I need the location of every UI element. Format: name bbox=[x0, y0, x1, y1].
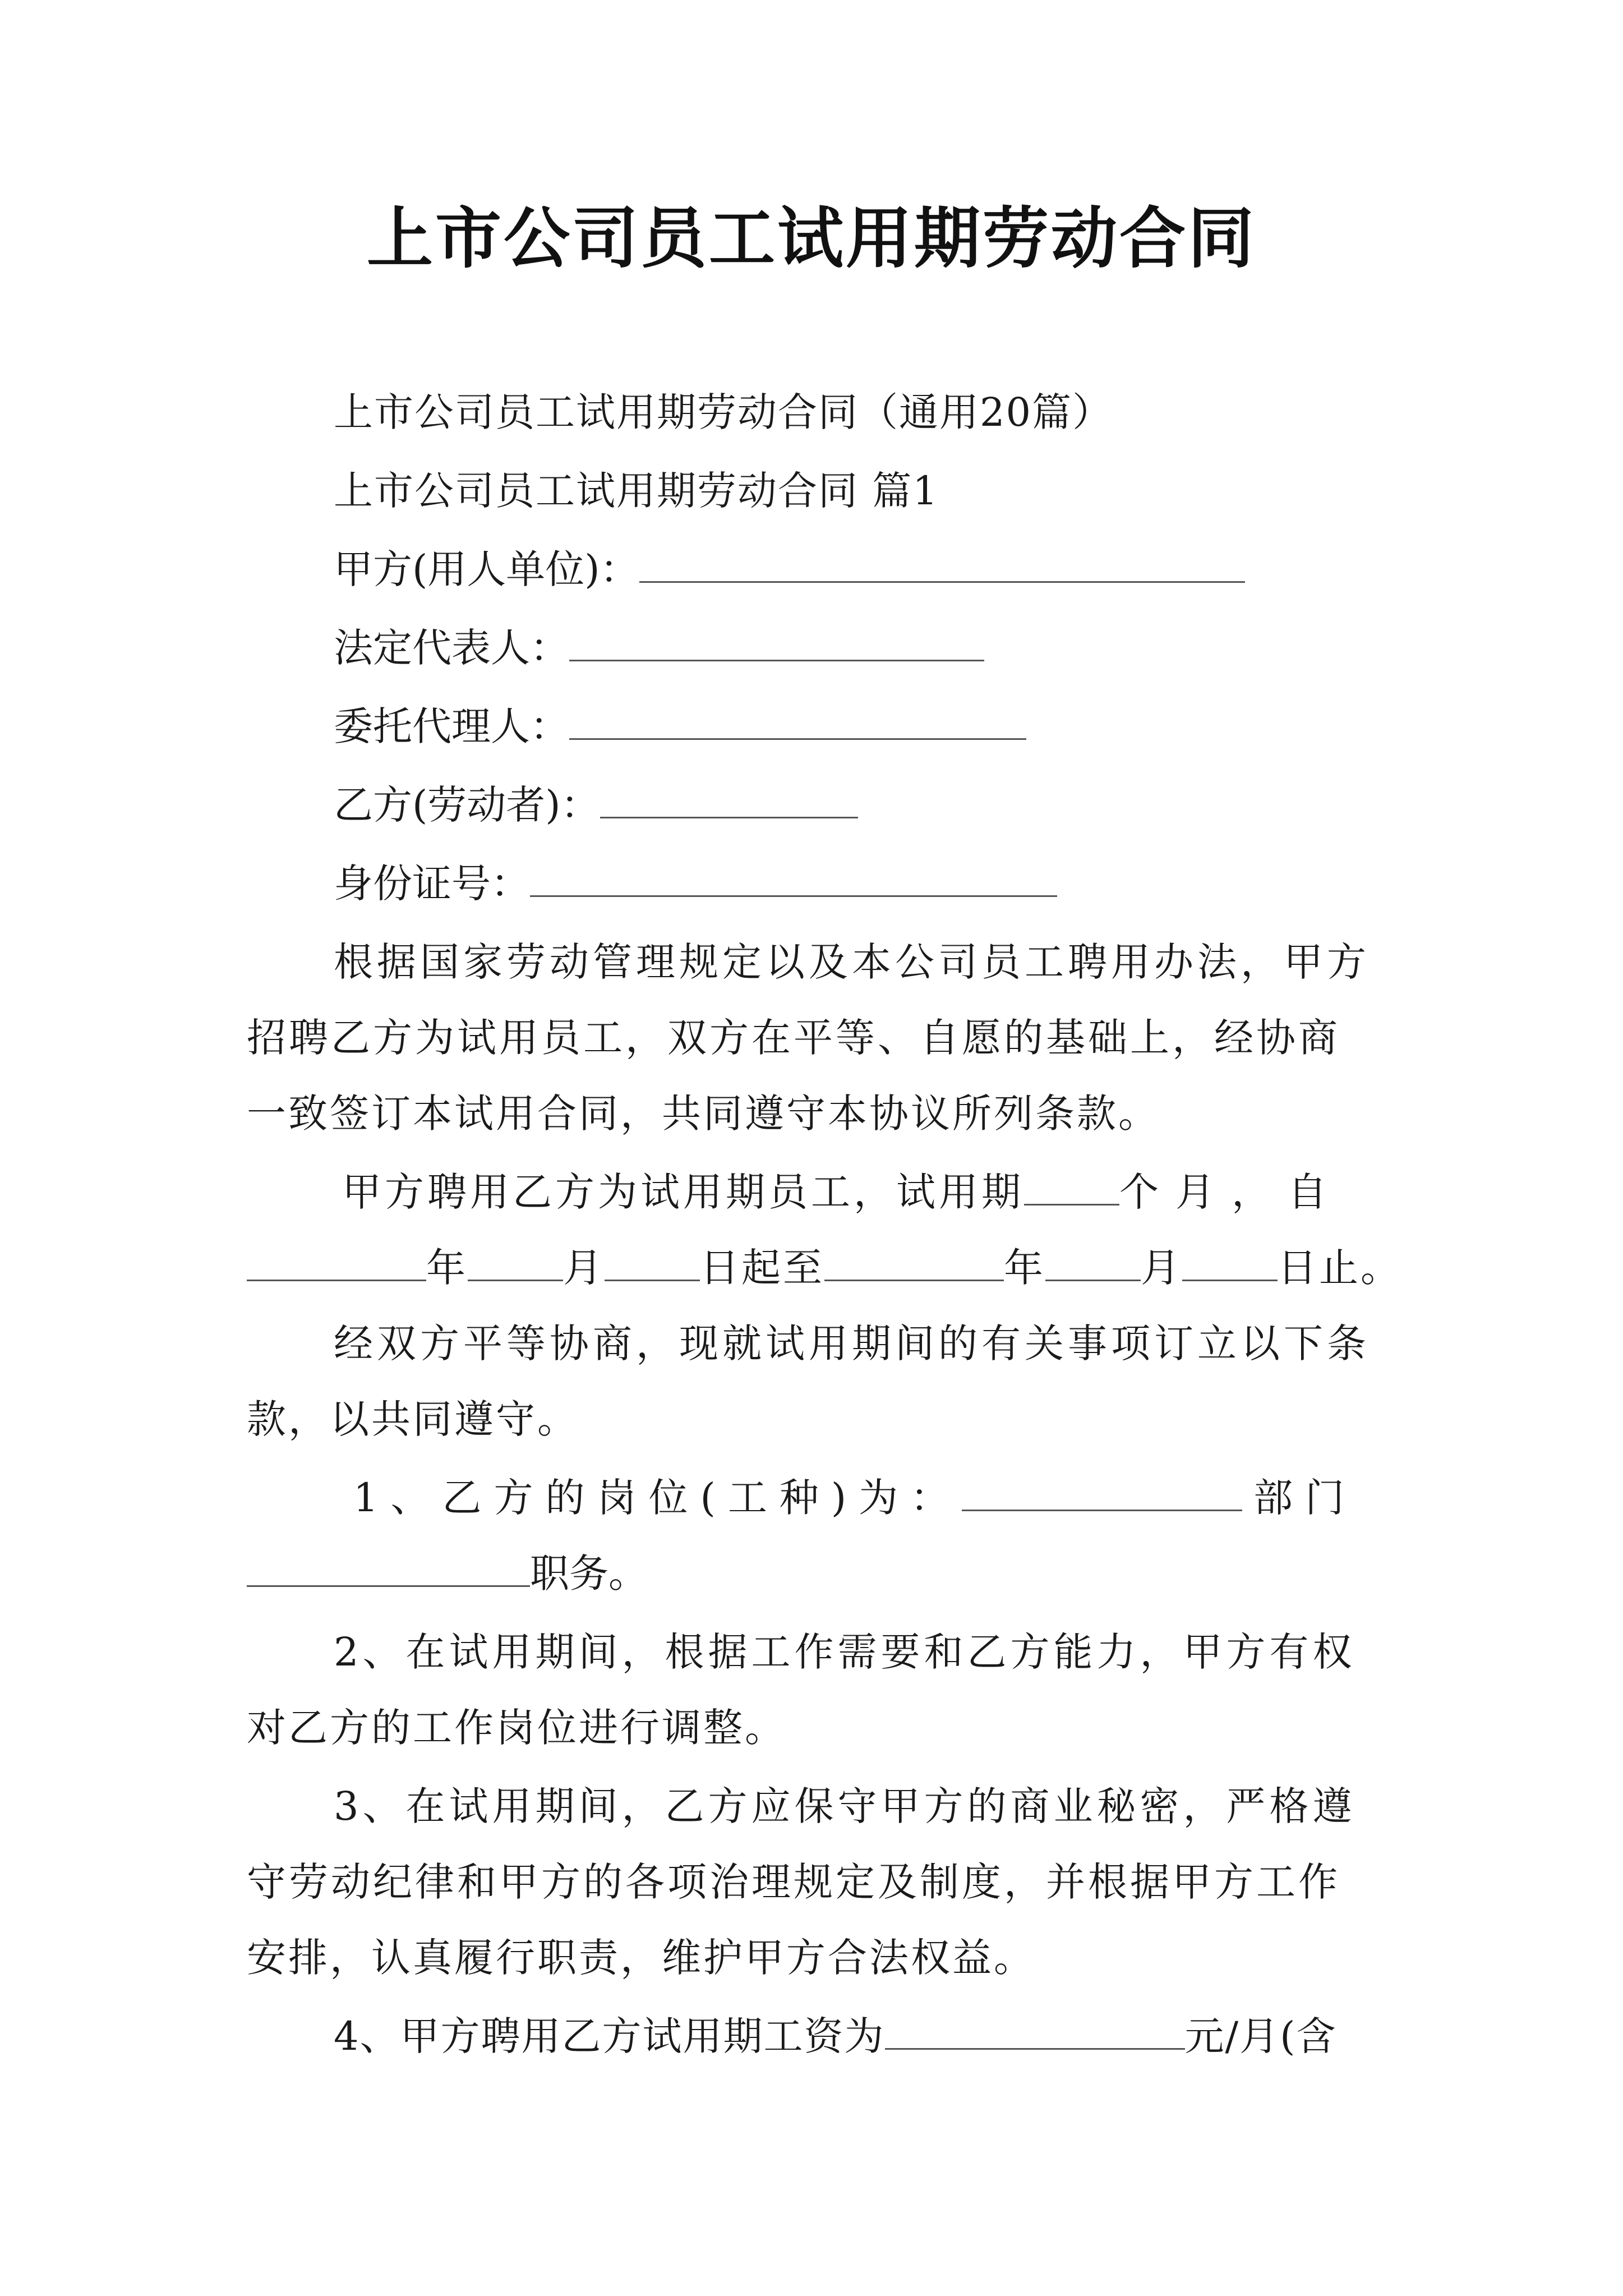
end-day-blank[interactable] bbox=[1182, 1240, 1278, 1281]
subtitle-part-1: 上市公司员工试用期劳动合同 篇1 bbox=[334, 468, 939, 514]
start-year-blank[interactable] bbox=[247, 1240, 426, 1281]
probation-intro-text: 甲方聘用乙方为试用期员工，试用期 bbox=[342, 1169, 1024, 1215]
clause-3-line-3: 安排，认真履行职责，维护甲方合法权益。 bbox=[247, 1935, 1035, 1981]
clause-2-line-1: 2、在试用期间，根据工作需要和乙方能力，甲方有权 bbox=[334, 1629, 1356, 1675]
legal-rep-label: 法定代表人： bbox=[334, 625, 569, 671]
department-label: 部门 bbox=[1253, 1475, 1357, 1521]
party-a-field bbox=[334, 541, 1245, 597]
clause-1-position-text: 1、乙方的岗位(工种)为： bbox=[353, 1475, 962, 1521]
start-year-label: 年 bbox=[426, 1245, 468, 1291]
start-day-blank[interactable] bbox=[605, 1240, 700, 1281]
clause-2-line-2: 对乙方的工作岗位进行调整。 bbox=[247, 1705, 786, 1751]
end-month-label: 月 bbox=[1141, 1245, 1182, 1291]
party-b-field bbox=[334, 777, 858, 833]
clause-1-line-2 bbox=[247, 1545, 648, 1602]
legal-rep-field bbox=[334, 620, 984, 676]
probation-months-blank[interactable] bbox=[1024, 1165, 1119, 1205]
party-b-label: 乙方(劳动者)： bbox=[334, 782, 600, 828]
subtitle-general: 上市公司员工试用期劳动合同（通用20篇） bbox=[334, 389, 1113, 435]
intro-paragraph-line-3: 一致签订本试用合同，共同遵守本协议所列条款。 bbox=[247, 1091, 1160, 1137]
department-blank[interactable] bbox=[962, 1470, 1242, 1511]
party-a-blank[interactable] bbox=[639, 542, 1245, 583]
legal-rep-blank[interactable] bbox=[569, 620, 984, 661]
start-month-blank[interactable] bbox=[468, 1240, 563, 1281]
probation-months-text: 个月，自 bbox=[1119, 1169, 1344, 1215]
clause-3-line-1: 3、在试用期间，乙方应保守甲方的商业秘密，严格遵 bbox=[334, 1783, 1356, 1829]
end-month-blank[interactable] bbox=[1045, 1240, 1141, 1281]
negotiation-paragraph-line-2: 款，以共同遵守。 bbox=[247, 1396, 579, 1442]
id-number-blank[interactable] bbox=[530, 856, 1057, 897]
end-day-label: 日止。 bbox=[1278, 1245, 1402, 1291]
clause-4-line-1 bbox=[334, 2008, 1336, 2064]
job-title-label: 职务。 bbox=[530, 1550, 648, 1596]
intro-paragraph-line-1: 根据国家劳动管理规定以及本公司员工聘用办法，甲方 bbox=[334, 939, 1370, 985]
intro-paragraph-line-2: 招聘乙方为试用员工，双方在平等、自愿的基础上，经协商 bbox=[247, 1015, 1340, 1061]
party-a-label: 甲方(用人单位)： bbox=[334, 546, 639, 592]
negotiation-paragraph-line-1: 经双方平等协商，现就试用期间的有关事项订立以下条 bbox=[334, 1320, 1370, 1366]
agent-label: 委托代理人： bbox=[334, 703, 569, 749]
id-number-label: 身份证号： bbox=[334, 861, 530, 907]
id-number-field bbox=[334, 855, 1057, 912]
start-day-label: 日起至 bbox=[700, 1245, 824, 1291]
document-title: 上市公司员工试用期劳动合同 bbox=[366, 199, 1256, 277]
salary-blank[interactable] bbox=[885, 2009, 1185, 2050]
clause-3-line-2: 守劳动纪律和甲方的各项治理规定及制度，并根据甲方工作 bbox=[247, 1859, 1340, 1905]
agent-field bbox=[334, 698, 1026, 754]
clause-4-salary-text: 4、甲方聘用乙方试用期工资为 bbox=[334, 2013, 885, 2059]
agent-blank[interactable] bbox=[569, 699, 1026, 740]
end-year-blank[interactable] bbox=[824, 1240, 1004, 1281]
clause-1-line-1 bbox=[353, 1470, 1357, 1526]
probation-period-line-2 bbox=[247, 1240, 1402, 1296]
probation-period-line-1 bbox=[342, 1164, 1344, 1220]
start-month-label: 月 bbox=[563, 1245, 605, 1291]
job-title-blank[interactable] bbox=[247, 1546, 530, 1587]
end-year-label: 年 bbox=[1004, 1245, 1045, 1291]
party-b-blank[interactable] bbox=[600, 777, 858, 818]
salary-unit-text: 元/月(含 bbox=[1184, 2013, 1337, 2059]
